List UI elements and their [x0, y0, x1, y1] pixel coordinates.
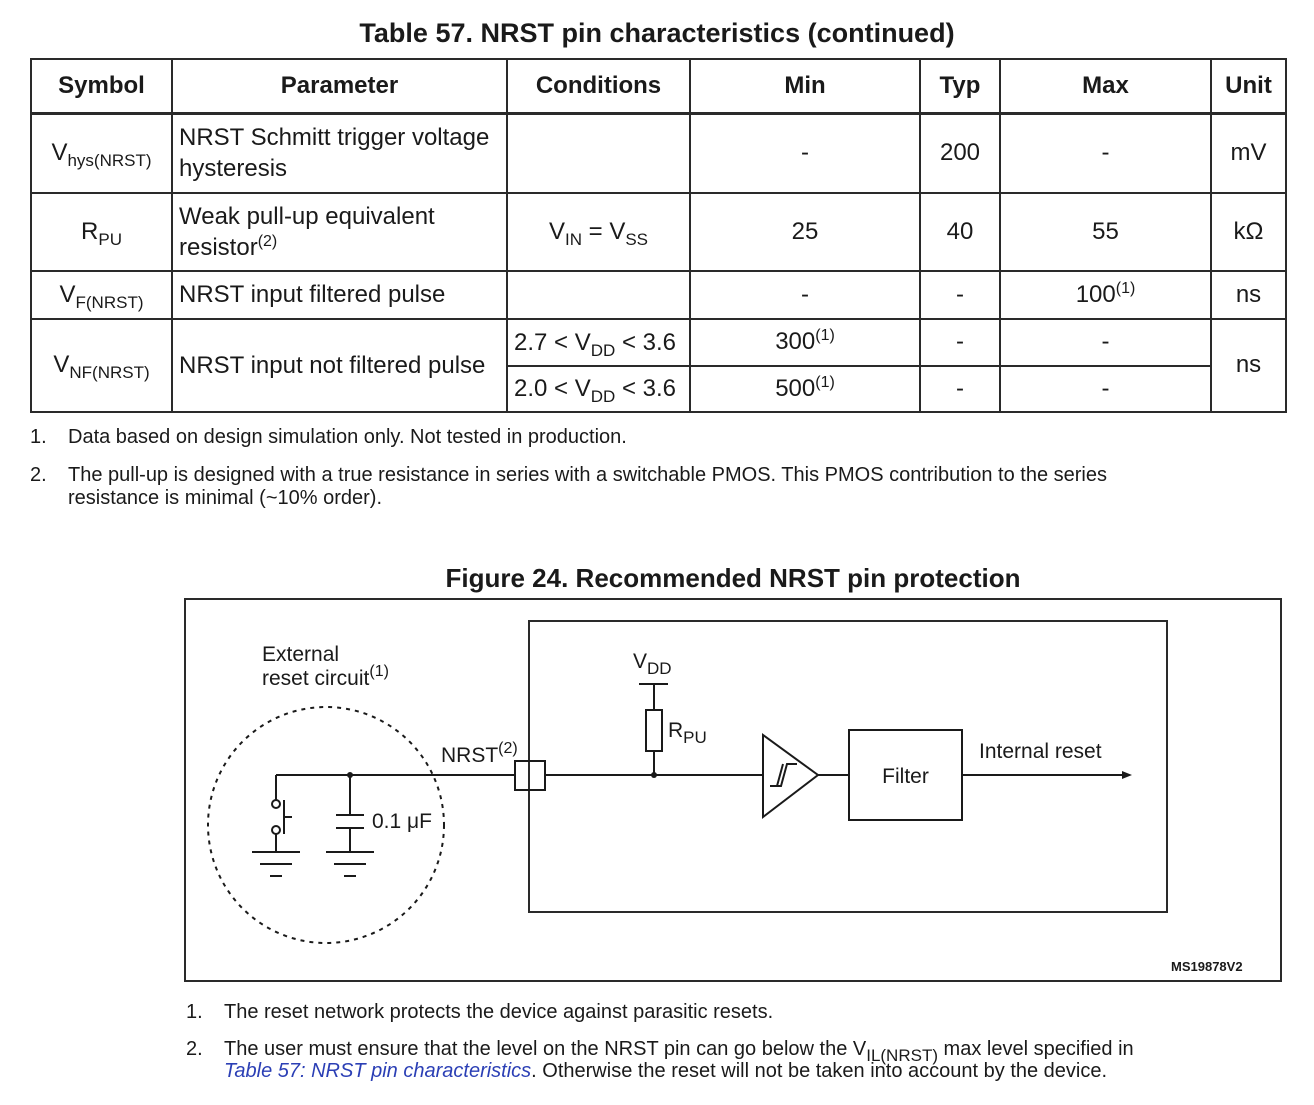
cell-min: - — [690, 271, 920, 319]
symbol-sub: hys(NRST) — [67, 151, 152, 171]
cond-pre: 2.7 < V — [514, 328, 591, 356]
rpu-sub: PU — [683, 728, 707, 747]
cond-sub: DD — [590, 387, 616, 406]
cond-post: < 3.6 — [615, 375, 677, 402]
cell-typ: 200 — [920, 114, 1000, 193]
symbol-sub: PU — [98, 229, 122, 249]
cond-pre: 2.0 < V — [514, 375, 591, 402]
footnote-number: 1. — [30, 426, 47, 448]
arrow-icon — [1122, 771, 1132, 779]
cell-unit: kΩ — [1211, 193, 1286, 271]
nrst-text: NRST — [441, 744, 499, 767]
vdd-label — [633, 650, 672, 678]
symbol-main: R — [81, 217, 99, 245]
cell-max: - — [1000, 366, 1211, 412]
table-reference-link[interactable]: Table 57: NRST pin characteristics — [224, 1060, 532, 1082]
cond-sub: IN — [564, 229, 582, 249]
cell-typ: 40 — [920, 193, 1000, 271]
footnote-text-part: . Otherwise the reset will not be taken into account by the device. — [531, 1060, 1108, 1082]
switch-contact — [272, 800, 280, 808]
pullup-resistor — [646, 710, 662, 751]
vdd-sub: DD — [647, 659, 672, 678]
parameter-text: Weak pull-up equivalent resistor — [179, 202, 435, 261]
max-value: 100 — [1075, 280, 1116, 308]
cell-max: - — [1000, 319, 1211, 366]
external-circuit-label: External — [262, 643, 340, 666]
rpu-label — [668, 719, 707, 747]
footnote-ref: (2) — [498, 740, 518, 757]
footnote-text: The pull-up is designed with a true resistance in series with a switchable PMOS. This PMOS contribution to the series — [68, 464, 1107, 486]
external-circuit-label-line2: reset circuit — [262, 667, 370, 690]
footnote-number: 2. — [186, 1038, 203, 1060]
rpu-symbol: R — [668, 719, 684, 742]
figure-code: MS19878V2 — [1171, 959, 1243, 974]
symbol-main: V — [51, 139, 68, 167]
cell-typ: - — [920, 366, 1000, 412]
cell-unit: mV — [1211, 114, 1286, 193]
figure-title: Figure 24. Recommended NRST pin protection — [445, 563, 1021, 593]
cell-min: - — [690, 114, 920, 193]
vdd-symbol: V — [633, 650, 648, 673]
footnote-text: resistance is minimal (~10% order). — [68, 487, 382, 509]
footnote-text — [224, 1060, 1107, 1083]
footnote-ref: (1) — [815, 373, 835, 391]
cell-min: 25 — [690, 193, 920, 271]
footnote-ref: (1) — [815, 327, 835, 344]
footnote-text: Data based on design simulation only. Not tested in production. — [68, 426, 627, 448]
footnote-number: 2. — [30, 464, 47, 486]
footnote-ref: (2) — [257, 232, 278, 250]
cell-typ: - — [920, 319, 1000, 366]
cond-symbol: V — [548, 217, 565, 245]
capacitor-label: 0.1 μF — [372, 810, 432, 833]
internal-reset-label: Internal reset — [979, 740, 1102, 763]
header-conditions: Conditions — [507, 59, 690, 114]
cell-max: 55 — [1000, 193, 1211, 271]
footnote-ref: (1) — [1115, 279, 1136, 297]
footnote-ref: (1) — [369, 663, 389, 680]
cond-sub: SS — [625, 229, 649, 249]
cell-unit: ns — [1211, 319, 1286, 412]
cell-max: - — [1000, 114, 1211, 193]
cell-parameter: NRST Schmitt trigger voltage hysteresis — [172, 114, 507, 193]
header-unit: Unit — [1211, 59, 1286, 114]
header-max: Max — [1000, 59, 1211, 114]
symbol-main: V — [53, 351, 70, 378]
table-title: Table 57. NRST pin characteristics (continued) — [359, 18, 955, 48]
header-min: Min — [690, 59, 920, 114]
junction-dot — [651, 772, 657, 778]
cell-parameter: NRST input filtered pulse — [172, 271, 507, 319]
footnote-sub: IL(NRST) — [866, 1046, 938, 1065]
switch-contact — [272, 826, 280, 834]
cond-post: < 3.6 — [615, 328, 677, 356]
footnote-text: The reset network protects the device against parasitic resets. — [224, 1001, 774, 1023]
symbol-main: V — [59, 280, 76, 308]
schmitt-trigger — [763, 735, 818, 817]
filter-label: Filter — [882, 765, 929, 788]
header-parameter: Parameter — [172, 59, 507, 114]
header-symbol: Symbol — [31, 59, 172, 114]
nrst-pin-pad — [515, 761, 545, 790]
header-typ: Typ — [920, 59, 1000, 114]
external-circuit-label — [262, 663, 389, 691]
cell-typ: - — [920, 271, 1000, 319]
cell-parameter: NRST input not filtered pulse — [172, 319, 507, 412]
junction-dot — [347, 772, 353, 778]
cell-unit: ns — [1211, 271, 1286, 319]
footnote-text-part: max level specified in — [938, 1038, 1134, 1060]
min-value: 300 — [775, 328, 816, 355]
symbol-sub: NF(NRST) — [69, 363, 150, 382]
footnote-text-part: The user must ensure that the level on the NRST pin can go below the V — [224, 1038, 867, 1060]
symbol-sub: F(NRST) — [75, 292, 144, 312]
footnote-number: 1. — [186, 1001, 203, 1023]
hysteresis-symbol — [770, 764, 797, 786]
min-value: 500 — [775, 374, 816, 402]
nrst-label — [441, 740, 518, 768]
footnote-text — [224, 1038, 1134, 1065]
cond-equals: = V — [581, 217, 626, 245]
cond-sub: DD — [590, 340, 616, 360]
